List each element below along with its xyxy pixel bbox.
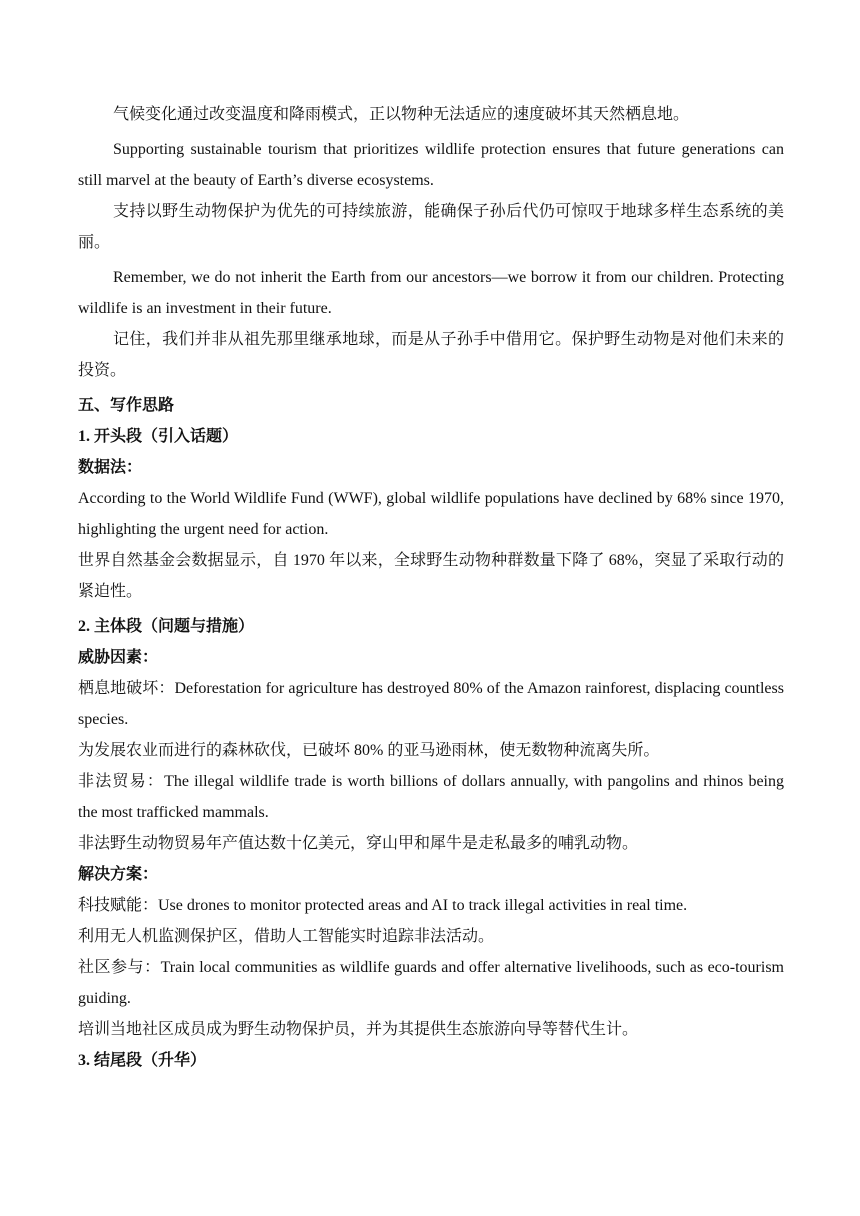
paragraph-zh-tourism: 支持以野生动物保护为优先的可持续旅游，能确保子孙后代仍可惊叹于地球多样生态系统的美丽。: [78, 203, 784, 251]
closing-heading: 3. 结尾段（升华）: [78, 1052, 207, 1069]
paragraph-zh-remember: 记住，我们并非从祖先那里继承地球，而是从子孙手中借用它。保护野生动物是对他们未来的投资。: [78, 331, 784, 379]
method-label: 数据法：: [78, 459, 143, 476]
solution-community-zh: 培训当地社区成员成为野生动物保护员，并为其提供生态旅游向导等替代生计。: [78, 1021, 639, 1038]
solution-community-en: 社区参与：Train local communities as wildlife guards and offer alternative livelihoods, such as eco-tourism guiding.: [78, 959, 784, 1007]
threat-trade-en: 非法贸易：The illegal wildlife trade is worth billions of dollars annually, with pangolins and rhinos being the most trafficked mammals.: [78, 773, 784, 821]
document-body: [78, 99, 784, 1076]
paragraph-zh-climate: 气候变化通过改变温度和降雨模式，正以物种无法适应的速度破坏其天然栖息地。: [113, 106, 690, 123]
threat-trade-zh: 非法野生动物贸易年产值达数十亿美元，穿山甲和犀牛是走私最多的哺乳动物。: [78, 835, 639, 852]
opening-heading: 1. 开头段（引入话题）: [78, 428, 239, 445]
opening-en: According to the World Wildlife Fund (WWF), global wildlife populations have declined by 68% since 1970, highlighting the urgent need for action.: [78, 490, 784, 538]
solution-tech-zh: 利用无人机监测保护区，借助人工智能实时追踪非法活动。: [78, 928, 495, 945]
threats-label: 威胁因素：: [78, 649, 159, 666]
paragraph-en-tourism: Supporting sustainable tourism that prioritizes wildlife protection ensures that future generations can still marvel at the beauty of Earth’s diverse ecosystems.: [78, 141, 784, 189]
threat-habitat-zh: 为发展农业而进行的森林砍伐，已破坏 80% 的亚马逊雨林，使无数物种流离失所。: [78, 742, 660, 759]
section-title: 五、写作思路: [78, 397, 175, 414]
paragraph-en-remember: Remember, we do not inherit the Earth from our ancestors—we borrow it from our children. Protecting wildlife is an investment in their future.: [78, 269, 784, 317]
solution-tech-en: 科技赋能：Use drones to monitor protected areas and AI to track illegal activities in real time.: [78, 897, 688, 914]
solutions-label: 解决方案：: [78, 866, 159, 883]
opening-zh: 世界自然基金会数据显示，自 1970 年以来，全球野生动物种群数量下降了 68%，突显了采取行动的紧迫性。: [78, 552, 784, 600]
threat-habitat-en: 栖息地破坏：Deforestation for agriculture has destroyed 80% of the Amazon rainforest, displacing countless species.: [78, 680, 784, 728]
body-heading: 2. 主体段（问题与措施）: [78, 618, 255, 635]
